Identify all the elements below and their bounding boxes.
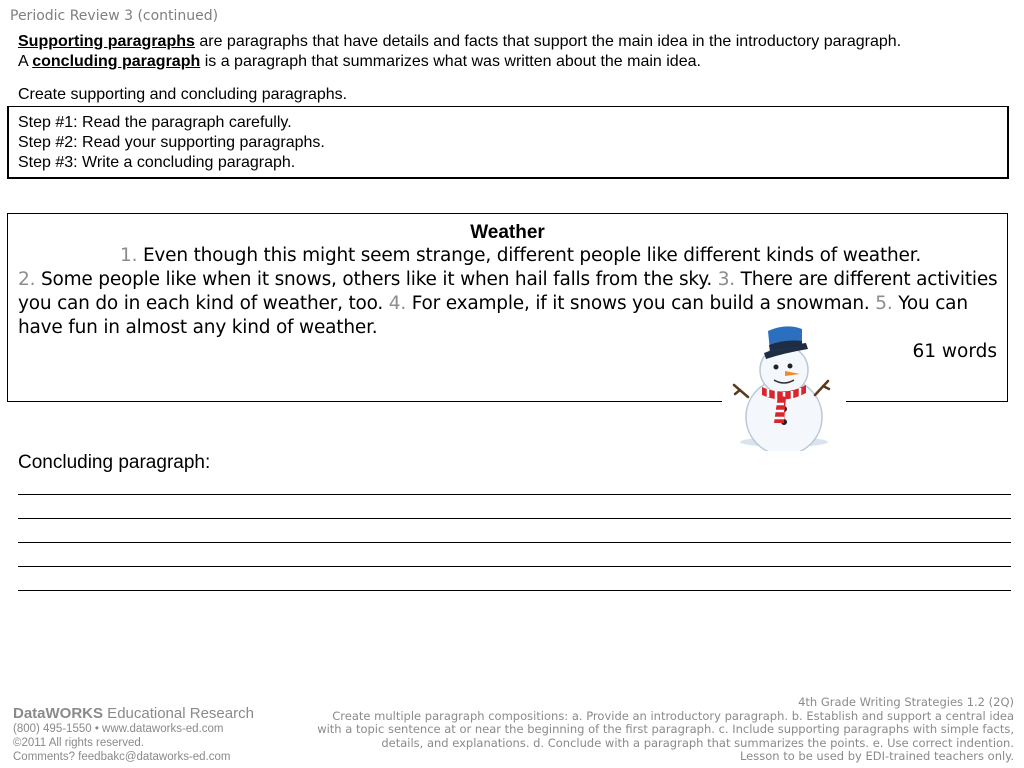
sentence-text: You can have fun in almost any kind of weather. [18, 293, 968, 338]
sentence-number: 1. [120, 245, 138, 266]
step-3: Step #3: Write a concluding paragraph. [18, 154, 296, 171]
standard-title: 4th Grade Writing Strategies 1.2 (2Q) [798, 695, 1014, 709]
supporting-term: Supporting paragraphs [18, 33, 195, 50]
page-header: Periodic Review 3 (continued) [10, 8, 219, 24]
dataworks-logo: DataWORKS Educational Research [13, 705, 254, 722]
sentence-number: 5. [875, 293, 893, 314]
concluding-label: Concluding paragraph: [18, 452, 211, 473]
writing-line-1[interactable] [18, 494, 1011, 495]
passage-box [7, 213, 1008, 402]
writing-line-4[interactable] [18, 566, 1011, 567]
instruction: Create supporting and concluding paragraphs. [18, 86, 348, 103]
standard-note: Lesson to be used by EDI-trained teachers only. [739, 749, 1014, 764]
sentence-text: For example, if it snows you can build a snowman. [406, 293, 876, 314]
writing-line-2[interactable] [18, 518, 1011, 519]
footer-phone-web: (800) 495-1550 • www.dataworks-ed.com [13, 723, 224, 735]
concluding-term: concluding paragraph [32, 53, 201, 70]
sentence-number: 3. [717, 269, 735, 290]
sentence-number: 4. [388, 293, 407, 314]
footer-copyright: ©2011 All rights reserved. [13, 737, 144, 749]
standard-description: Create multiple paragraph compositions: a. Provide an introductory paragraph. b. Establish and support a central idea with a topic sentence at or near the beginning of the first paragraph. c. Include supporting paragraphs with simple facts, details, and explanations. d. Conclude with a paragraph that summarizes the points. e. Use correct indention. [317, 708, 1014, 750]
supporting-text: are paragraphs that have details and facts that support the main idea in the introductory paragraph. [194, 33, 902, 50]
concluding-prefix: A [18, 53, 33, 70]
footer-comments: Comments? feedbakc@dataworks-ed.com [13, 751, 231, 763]
supporting-definition [18, 32, 901, 52]
steps-box [7, 106, 1009, 179]
sentence-text: There are different activities you can do in each kind of weather, too. [18, 269, 998, 314]
step-2: Step #2: Read your supporting paragraphs. [18, 134, 325, 151]
word-count: 61 words [912, 341, 997, 362]
writing-line-5[interactable] [18, 590, 1011, 591]
sentence-text: Some people like when it snows, others like it when hail falls from the sky. [35, 269, 718, 290]
concluding-definition [18, 52, 701, 72]
snowman-icon [722, 325, 846, 451]
writing-line-3[interactable] [18, 542, 1011, 543]
sentence-number: 2. [18, 269, 36, 290]
concluding-text: is a paragraph that summarizes what was written about the main idea. [200, 53, 701, 70]
passage-text [18, 244, 1003, 340]
standard-text-block [314, 696, 1014, 764]
sentence-text: Even though this might seem strange, different people like different kinds of weather. [137, 245, 922, 266]
step-1: Step #1: Read the paragraph carefully. [18, 114, 292, 131]
passage-title: Weather [470, 222, 545, 243]
